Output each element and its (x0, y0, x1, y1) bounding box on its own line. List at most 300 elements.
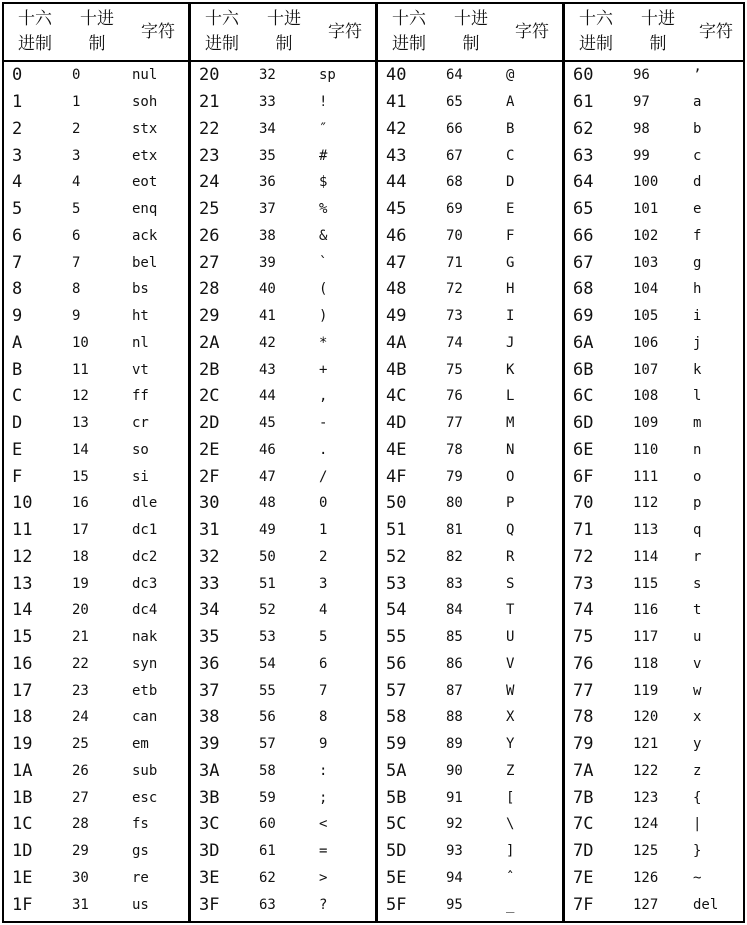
table-row (4, 303, 188, 330)
table-row (565, 356, 743, 383)
dec-cell: 68 (446, 174, 463, 191)
hex-cell: 24 (199, 172, 220, 193)
char-cell: x (693, 709, 702, 726)
hex-cell: 55 (386, 627, 407, 648)
dec-cell: 87 (446, 682, 463, 699)
hex-cell: 5B (386, 787, 407, 808)
table-row (378, 651, 562, 678)
hex-cell: 7 (12, 252, 23, 273)
char-cell: dc2 (132, 548, 158, 565)
table-row (565, 383, 743, 410)
hex-cell: B (12, 359, 23, 380)
hex-cell: 29 (199, 306, 220, 327)
table-row (191, 463, 375, 490)
table-body (378, 62, 562, 918)
dec-cell: 41 (259, 308, 276, 325)
dec-cell: 28 (72, 816, 89, 833)
dec-cell: 122 (633, 762, 659, 779)
dec-cell: 125 (633, 843, 659, 860)
char-cell: | (693, 816, 702, 833)
dec-cell: 27 (72, 789, 89, 806)
hex-cell: 5 (12, 199, 23, 220)
char-cell: c (693, 147, 702, 164)
char-cell: > (319, 869, 328, 886)
hex-cell: 35 (199, 627, 220, 648)
dec-cell: 63 (259, 896, 276, 913)
table-row (191, 303, 375, 330)
table-row (4, 276, 188, 303)
dec-cell: 5 (72, 201, 81, 218)
hex-cell: 1C (12, 814, 33, 835)
table-row (191, 437, 375, 464)
dec-cell: 93 (446, 843, 463, 860)
table-row (4, 330, 188, 357)
hex-cell: 25 (199, 199, 220, 220)
dec-cell: 83 (446, 575, 463, 592)
table-row (378, 517, 562, 544)
table-row (4, 570, 188, 597)
table-row (4, 891, 188, 918)
dec-cell: 11 (72, 361, 89, 378)
hex-cell: 61 (573, 92, 594, 113)
hex-cell: 4D (386, 413, 407, 434)
hex-cell: 37 (199, 680, 220, 701)
dec-cell: 106 (633, 334, 659, 351)
hex-cell: 13 (12, 573, 33, 594)
dec-cell: 24 (72, 709, 89, 726)
table-row (565, 223, 743, 250)
dec-cell: 29 (72, 843, 89, 860)
table-row (191, 517, 375, 544)
table-row (191, 490, 375, 517)
dec-cell: 60 (259, 816, 276, 833)
table-row (191, 811, 375, 838)
header-char: 字符 (328, 21, 362, 42)
dec-cell: 97 (633, 94, 650, 111)
table-row (191, 116, 375, 143)
char-cell: dle (132, 495, 158, 512)
table-row (4, 865, 188, 892)
hex-cell: 9 (12, 306, 23, 327)
hex-cell: 41 (386, 92, 407, 113)
table-row (378, 89, 562, 116)
hex-cell: 52 (386, 546, 407, 567)
table-row (4, 544, 188, 571)
hex-cell: 38 (199, 707, 220, 728)
char-cell: \ (506, 816, 515, 833)
dec-cell: 95 (446, 896, 463, 913)
hex-cell: 10 (12, 493, 33, 514)
dec-cell: 124 (633, 816, 659, 833)
char-cell: em (132, 736, 149, 753)
hex-cell: 7F (573, 894, 594, 915)
dec-cell: 31 (72, 896, 89, 913)
dec-cell: 51 (259, 575, 276, 592)
char-cell: S (506, 575, 515, 592)
hex-cell: 18 (12, 707, 33, 728)
hex-cell: 59 (386, 734, 407, 755)
char-cell: etb (132, 682, 158, 699)
dec-cell: 114 (633, 548, 659, 565)
char-cell: U (506, 629, 515, 646)
dec-cell: 104 (633, 281, 659, 298)
dec-cell: 37 (259, 201, 276, 218)
hex-cell: 69 (573, 306, 594, 327)
table-row (378, 276, 562, 303)
table-row (191, 624, 375, 651)
dec-cell: 48 (259, 495, 276, 512)
table-row (378, 891, 562, 918)
hex-cell: 60 (573, 65, 594, 86)
dec-cell: 55 (259, 682, 276, 699)
hex-cell: 7C (573, 814, 594, 835)
dec-cell: 101 (633, 201, 659, 218)
char-cell: r (693, 548, 702, 565)
dec-cell: 94 (446, 869, 463, 886)
header-row (191, 4, 375, 62)
table-row (565, 891, 743, 918)
dec-cell: 81 (446, 522, 463, 539)
hex-cell: 6B (573, 359, 594, 380)
hex-cell: 1 (12, 92, 23, 113)
hex-cell: 6A (573, 332, 594, 353)
dec-cell: 57 (259, 736, 276, 753)
table-row (378, 758, 562, 785)
hex-cell: C (12, 386, 23, 407)
dec-cell: 1 (72, 94, 81, 111)
hex-cell: 21 (199, 92, 220, 113)
table-row (378, 223, 562, 250)
table-row (4, 651, 188, 678)
dec-cell: 89 (446, 736, 463, 753)
table-row (378, 196, 562, 223)
table-row (378, 544, 562, 571)
hex-cell: 71 (573, 520, 594, 541)
table-body (191, 62, 375, 918)
hex-cell: 1F (12, 894, 33, 915)
dec-cell: 39 (259, 254, 276, 271)
hex-cell: 50 (386, 493, 407, 514)
dec-cell: 88 (446, 709, 463, 726)
char-cell: # (319, 147, 328, 164)
dec-cell: 45 (259, 415, 276, 432)
dec-cell: 70 (446, 227, 463, 244)
dec-cell: 113 (633, 522, 659, 539)
table-row (378, 116, 562, 143)
char-cell: n (693, 441, 702, 458)
char-cell: 7 (319, 682, 328, 699)
dec-cell: 16 (72, 495, 89, 512)
char-cell: nak (132, 629, 158, 646)
char-cell: etx (132, 147, 158, 164)
header-hex: 十六 进制 (205, 9, 239, 54)
hex-cell: 2 (12, 118, 23, 139)
char-cell: , (319, 388, 328, 405)
char-cell: vt (132, 361, 149, 378)
table-row (565, 330, 743, 357)
table-row (4, 490, 188, 517)
dec-cell: 116 (633, 602, 659, 619)
dec-cell: 117 (633, 629, 659, 646)
char-cell: 4 (319, 602, 328, 619)
char-cell: fs (132, 816, 149, 833)
dec-cell: 40 (259, 281, 276, 298)
table-row (4, 223, 188, 250)
dec-cell: 8 (72, 281, 81, 298)
dec-cell: 10 (72, 334, 89, 351)
dec-cell: 103 (633, 254, 659, 271)
dec-cell: 32 (259, 67, 276, 84)
hex-cell: 5A (386, 760, 407, 781)
table-row (4, 517, 188, 544)
hex-cell: 19 (12, 734, 33, 755)
char-cell: _ (506, 896, 515, 913)
char-cell: w (693, 682, 702, 699)
char-cell: B (506, 120, 515, 137)
table-row (565, 517, 743, 544)
header-dec: 十进 制 (454, 9, 488, 54)
dec-cell: 47 (259, 468, 276, 485)
char-cell: ! (319, 94, 328, 111)
char-cell: sp (319, 67, 336, 84)
dec-cell: 44 (259, 388, 276, 405)
char-cell: O (506, 468, 515, 485)
char-cell: . (319, 441, 328, 458)
hex-cell: 2A (199, 332, 220, 353)
table-row (378, 838, 562, 865)
hex-cell: 40 (386, 65, 407, 86)
dec-cell: 77 (446, 415, 463, 432)
dec-cell: 115 (633, 575, 659, 592)
header-row (378, 4, 562, 62)
dec-cell: 107 (633, 361, 659, 378)
char-cell: d (693, 174, 702, 191)
table-row (378, 704, 562, 731)
dec-cell: 79 (446, 468, 463, 485)
dec-cell: 100 (633, 174, 659, 191)
hex-cell: E (12, 439, 23, 460)
char-cell: enq (132, 201, 158, 218)
table-row (4, 142, 188, 169)
dec-cell: 12 (72, 388, 89, 405)
dec-cell: 34 (259, 120, 276, 137)
char-cell: [ (506, 789, 515, 806)
table-row (191, 677, 375, 704)
char-cell: D (506, 174, 515, 191)
char-cell: ? (319, 896, 328, 913)
table-row (565, 169, 743, 196)
dec-cell: 71 (446, 254, 463, 271)
hex-cell: 51 (386, 520, 407, 541)
dec-cell: 46 (259, 441, 276, 458)
char-cell: % (319, 201, 328, 218)
table-row (378, 731, 562, 758)
dec-cell: 13 (72, 415, 89, 432)
hex-cell: 1B (12, 787, 33, 808)
table-row (565, 704, 743, 731)
char-cell: Q (506, 522, 515, 539)
dec-cell: 75 (446, 361, 463, 378)
char-cell: P (506, 495, 515, 512)
table-row (378, 677, 562, 704)
hex-cell: 3C (199, 814, 220, 835)
table-row (191, 356, 375, 383)
hex-cell: 62 (573, 118, 594, 139)
hex-cell: 49 (386, 306, 407, 327)
table-row (565, 838, 743, 865)
hex-cell: 7E (573, 867, 594, 888)
char-cell: C (506, 147, 515, 164)
char-cell: I (506, 308, 515, 325)
hex-cell: 33 (199, 573, 220, 594)
char-cell: syn (132, 655, 158, 672)
header-dec: 十进 制 (267, 9, 301, 54)
char-cell: z (693, 762, 702, 779)
table-row (191, 383, 375, 410)
dec-cell: 82 (446, 548, 463, 565)
table-row (4, 89, 188, 116)
hex-cell: 66 (573, 225, 594, 246)
dec-cell: 126 (633, 869, 659, 886)
hex-cell: 4E (386, 439, 407, 460)
char-cell: R (506, 548, 515, 565)
hex-cell: 22 (199, 118, 220, 139)
dec-cell: 66 (446, 120, 463, 137)
table-row (565, 677, 743, 704)
table-row (378, 62, 562, 89)
char-cell: ) (319, 308, 328, 325)
table-row (4, 838, 188, 865)
dec-cell: 64 (446, 67, 463, 84)
table-row (565, 651, 743, 678)
hex-cell: 20 (199, 65, 220, 86)
hex-cell: 63 (573, 145, 594, 166)
hex-cell: 3B (199, 787, 220, 808)
dec-cell: 35 (259, 147, 276, 164)
table-row (565, 142, 743, 169)
table-row (378, 624, 562, 651)
char-cell: 6 (319, 655, 328, 672)
table-row (4, 784, 188, 811)
char-cell: / (319, 468, 328, 485)
char-cell: ; (319, 789, 328, 806)
table-row (565, 303, 743, 330)
hex-cell: 16 (12, 653, 33, 674)
table-row (191, 196, 375, 223)
char-cell: eot (132, 174, 158, 191)
hex-cell: 46 (386, 225, 407, 246)
hex-cell: 4B (386, 359, 407, 380)
char-cell: T (506, 602, 515, 619)
char-cell: e (693, 201, 702, 218)
hex-cell: 23 (199, 145, 220, 166)
hex-cell: 54 (386, 600, 407, 621)
char-cell: ″ (319, 120, 328, 137)
dec-cell: 65 (446, 94, 463, 111)
char-cell: nl (132, 334, 149, 351)
dec-cell: 23 (72, 682, 89, 699)
header-dec: 十进 制 (641, 9, 675, 54)
char-cell: 8 (319, 709, 328, 726)
char-cell: i (693, 308, 702, 325)
char-cell: a (693, 94, 702, 111)
char-cell: = (319, 843, 328, 860)
table-row (4, 169, 188, 196)
char-cell: 9 (319, 736, 328, 753)
table-row (565, 597, 743, 624)
hex-cell: 43 (386, 145, 407, 166)
table-row (4, 116, 188, 143)
table-row (191, 865, 375, 892)
table-row (565, 276, 743, 303)
hex-cell: 34 (199, 600, 220, 621)
table-row (565, 731, 743, 758)
table-row (4, 463, 188, 490)
dec-cell: 96 (633, 67, 650, 84)
dec-cell: 119 (633, 682, 659, 699)
header-hex: 十六 进制 (18, 9, 52, 54)
hex-cell: 79 (573, 734, 594, 755)
dec-cell: 4 (72, 174, 81, 191)
hex-cell: 12 (12, 546, 33, 567)
char-cell: ff (132, 388, 149, 405)
hex-cell: 1E (12, 867, 33, 888)
table-row (565, 811, 743, 838)
char-cell: sub (132, 762, 158, 779)
hex-cell: 58 (386, 707, 407, 728)
table-block-0x20 (191, 4, 375, 921)
dec-cell: 84 (446, 602, 463, 619)
hex-cell: 27 (199, 252, 220, 273)
char-cell: 0 (319, 495, 328, 512)
char-cell: } (693, 843, 702, 860)
hex-cell: 57 (386, 680, 407, 701)
table-block-0x40 (378, 4, 562, 921)
hex-cell: 7A (573, 760, 594, 781)
hex-cell: 3D (199, 841, 220, 862)
dec-cell: 43 (259, 361, 276, 378)
dec-cell: 69 (446, 201, 463, 218)
ascii-table (2, 2, 745, 923)
dec-cell: 112 (633, 495, 659, 512)
table-row (191, 731, 375, 758)
table-row (565, 570, 743, 597)
char-cell: ʼ (693, 67, 702, 84)
table-row (565, 490, 743, 517)
hex-cell: 28 (199, 279, 220, 300)
header-row (4, 4, 188, 62)
table-row (191, 704, 375, 731)
char-cell: A (506, 94, 515, 111)
hex-cell: 73 (573, 573, 594, 594)
dec-cell: 120 (633, 709, 659, 726)
dec-cell: 108 (633, 388, 659, 405)
hex-cell: 5F (386, 894, 407, 915)
table-row (4, 410, 188, 437)
char-cell: v (693, 655, 702, 672)
table-row (378, 356, 562, 383)
hex-cell: 31 (199, 520, 220, 541)
table-row (378, 410, 562, 437)
table-row (378, 330, 562, 357)
char-cell: < (319, 816, 328, 833)
table-row (565, 624, 743, 651)
table-row (191, 838, 375, 865)
hex-cell: 67 (573, 252, 594, 273)
hex-cell: 5C (386, 814, 407, 835)
header-dec: 十进 制 (80, 9, 114, 54)
dec-cell: 19 (72, 575, 89, 592)
